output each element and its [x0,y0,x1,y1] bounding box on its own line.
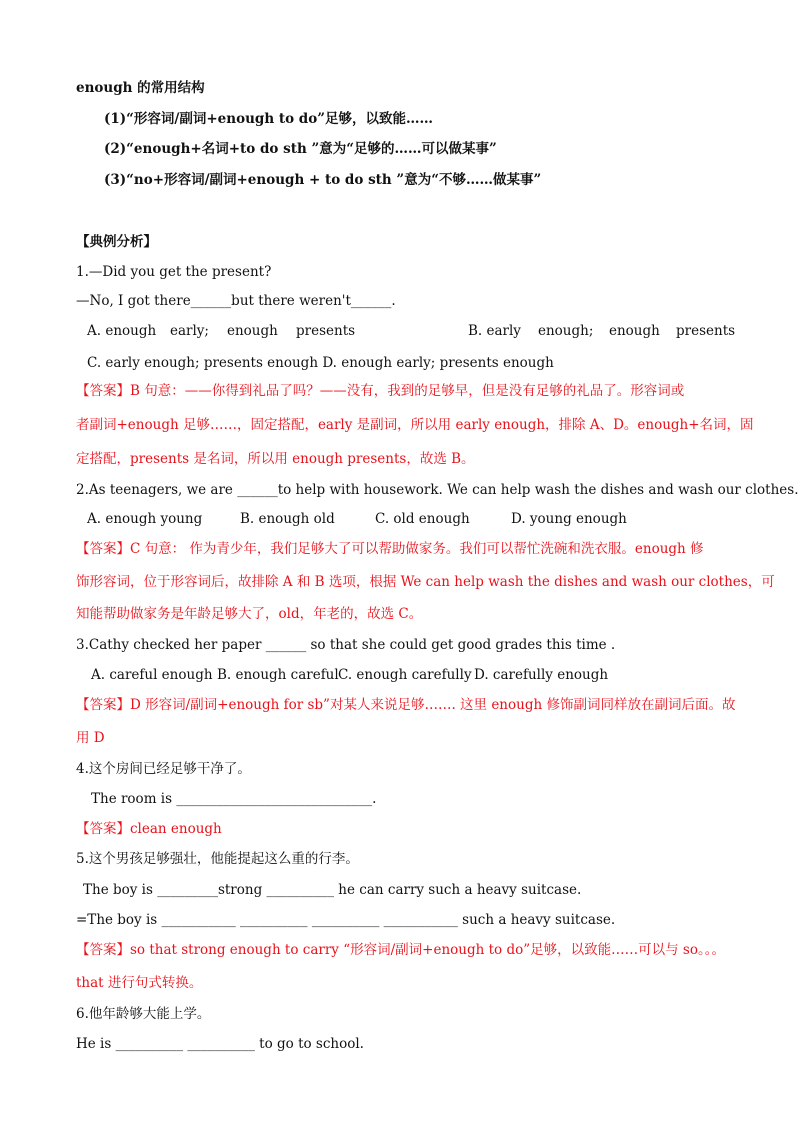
q2-option-d: D. young enough [511,511,627,527]
q2-answer-line-2: 饰形容词，位于形容词后，故排除 A 和 B 选项，根据 We can help wash the dishes and wash our clothes，可 [76,574,775,590]
q2-stem: 2.As teenagers, we are ______to help with housework. We can help wash the dishes and wash our clothes. [76,482,799,498]
q5-answer-line-2: that 进行句式转换。 [76,975,203,991]
structure-item-3: (3)“no+形容词/副词+enough + to do sth ”意为“不够……做某事” [104,172,542,188]
q2-option-b: B. enough old [240,511,335,527]
q1-option-b-part: enough; [538,323,594,339]
q4-stem: 4.这个房间已经足够干净了。 [76,761,251,777]
q2-answer-line-1: 【答案】C 句意： 作为青少年，我们足够大了可以帮助做家务。我们可以帮忙洗碗和洗衣服。enough 修 [76,541,704,557]
q3-option-a: A. careful enough [91,667,213,683]
q3-answer-line-2: 用 D [76,730,105,746]
q2-option-a: A. enough young [87,511,203,527]
q1-option-b: B. early [468,323,521,339]
q1-option-a-part: presents [296,323,356,339]
structure-item-1: (1)“形容词/副词+enough to do”足够，以致能…… [104,111,434,127]
q1-answer-line-2: 者副词+enough 足够……，固定搭配，early 是副词，所以用 early enough，排除 A、D。enough+名词，固 [76,417,754,433]
q3-stem: 3.Cathy checked her paper ______ so that she could get good grades this time . [76,637,616,653]
q6-stem: 6.他年龄够大能上学。 [76,1006,211,1022]
q1-options-row-2: C. early enough; presents enough D. enough early; presents enough [87,355,554,371]
q5-stem: 5.这个男孩足够强壮，他能提起这么重的行李。 [76,851,359,867]
q3-options [0,665,800,685]
q4-answer: 【答案】clean enough [76,821,222,837]
q3-option-d: D. carefully enough [474,667,609,683]
q1-option-a-part: enough [227,323,278,339]
q5-answer-line-1: 【答案】so that strong enough to carry “形容词/副词+enough to do”足够，以致能……可以与 so。。。 [76,942,725,958]
structure-item-2: (2)“enough+名词+to do sth ”意为“足够的……可以做某事” [104,141,497,157]
q5-line-1: The boy is _________strong __________ he can carry such a heavy suitcase. [83,882,582,898]
q1-stem-line-2: —No, I got there______but there weren't______. [76,293,396,309]
q1-answer-line-3: 定搭配，presents 是名词，所以用 enough presents，故选 B。 [76,451,475,467]
q4-blank-line: The room is _____________________________. [91,791,377,807]
q5-line-2: =The boy is ___________ __________ __________ ___________ such a heavy suitcase. [76,912,616,928]
q2-option-c: C. old enough [375,511,470,527]
q3-option-c: C. enough carefully [338,667,472,683]
section-title: 【典例分析】 [76,234,157,250]
q1-option-b-part: enough [609,323,660,339]
q6-line: He is __________ __________ to go to school. [76,1036,364,1052]
structures-heading: enough 的常用结构 [76,80,205,96]
q1-answer-line-1: 【答案】B 句意：——你得到礼品了吗？——没有，我到的足够早，但是没有足够的礼品了。形容词或 [76,383,685,399]
q1-option-b-part: presents [676,323,736,339]
q1-stem-line-1: 1.—Did you get the present? [76,264,272,280]
q1-options-row-1 [0,321,800,341]
q2-answer-line-3: 知能帮助做家务是年龄足够大了，old，年老的，故选 C。 [76,606,423,622]
q1-option-a-part: early; [170,323,209,339]
q1-option-a: A. enough [87,323,157,339]
q3-answer-line-1: 【答案】D 形容词/副词+enough for sb”对某人来说足够……. 这里 enough 修饰副词同样放在副词后面。故 [76,697,736,713]
q3-option-b: B. enough careful [217,667,339,683]
q2-options [0,509,800,529]
